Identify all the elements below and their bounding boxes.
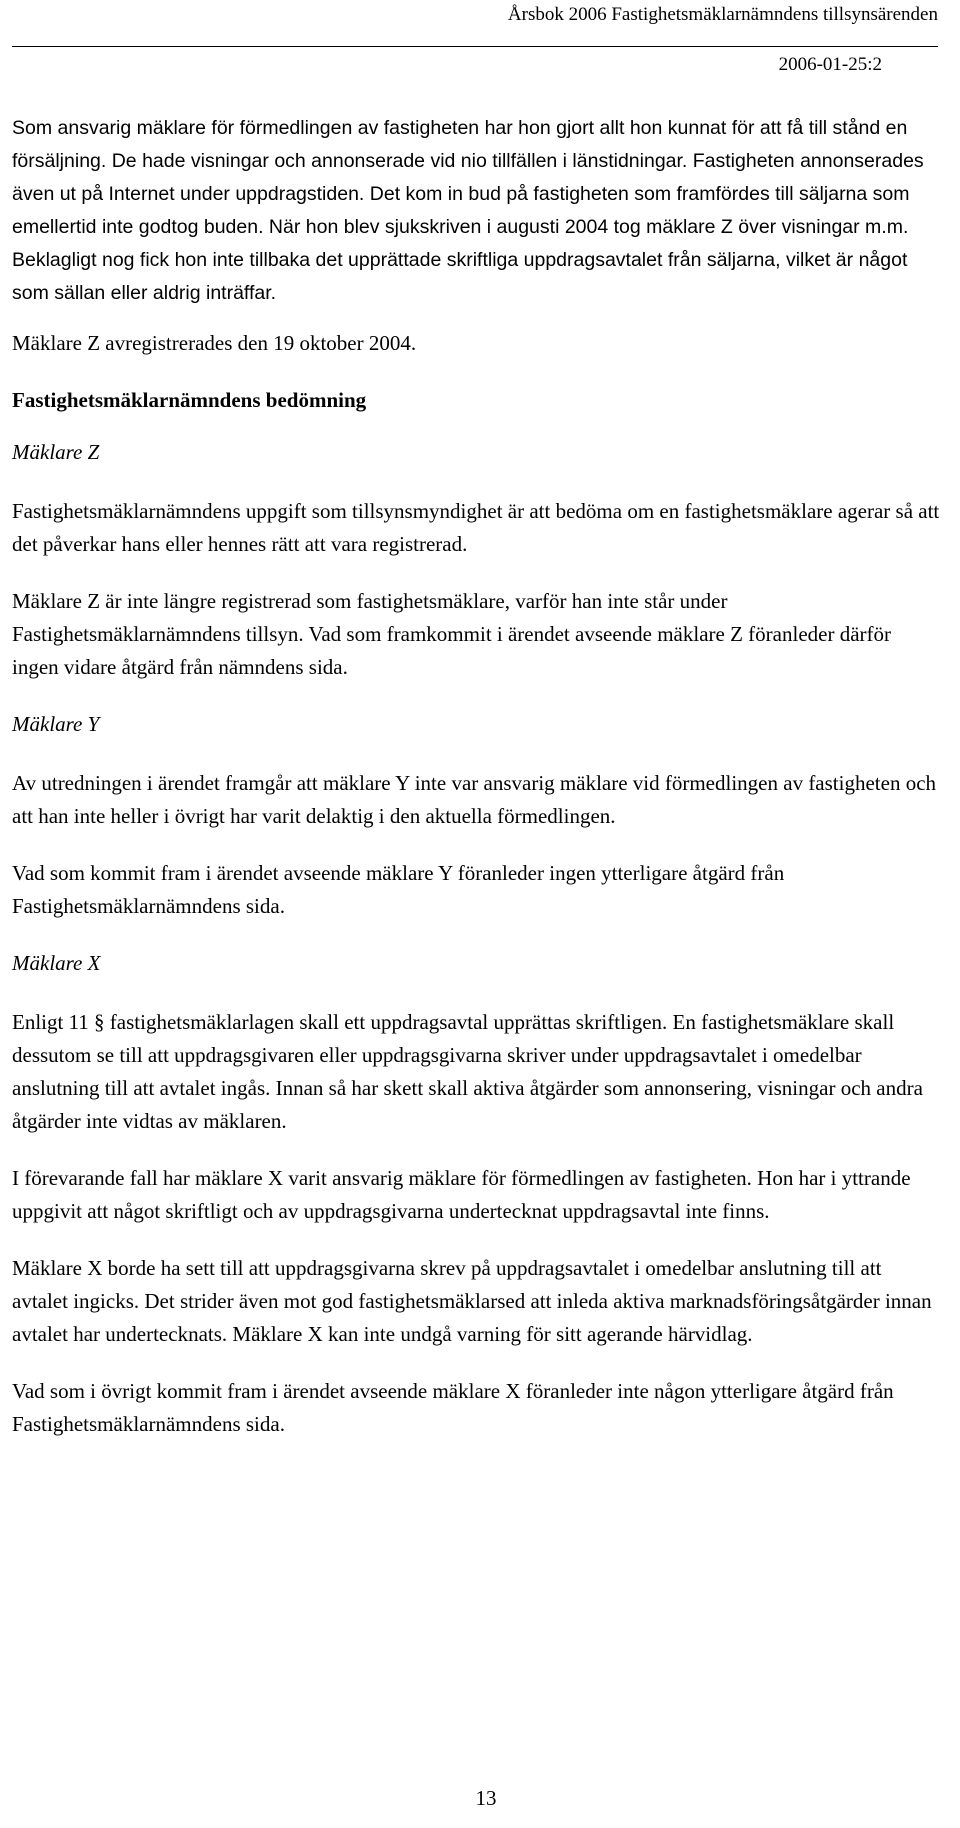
subheading-broker-x: Mäklare X <box>12 951 101 975</box>
broker-x-paragraph: I förevarande fall har mäklare X varit ansvarig mäklare för förmedlingen av fastigheten. Hon har i yttrande uppgivit att något skriftligt och av uppdragsgivarna undertecknat uppdragsavtal inte finns. <box>12 1166 911 1223</box>
broker-x-paragraph: Enligt 11 § fastighetsmäklarlagen skall ett uppdragsavtal upprättas skriftligen. En fastighetsmäklare skall dessutom se till att uppdragsgivaren eller uppdragsgivarna skriver under uppdragsavtalet i omedelbar anslutning till att avtalet ingås. Innan så har skett skall aktiva åtgärder som annonsering, visningar och andra åtgärder inte vidtas av mäklaren. <box>12 1010 923 1133</box>
broker-z-paragraph: Mäklare Z är inte längre registrerad som fastighetsmäklare, varför han inte står under Fastighetsmäklarnämndens tillsyn. Vad som framkommit i ärendet avseende mäklare Z föranleder därför ingen vidare åtgärd från nämndens sida. <box>12 589 892 679</box>
broker-y-paragraph: Av utredningen i ärendet framgår att mäklare Y inte var ansvarig mäklare vid förmedlingen av fastigheten och att han inte heller i övrigt har varit delaktig i den aktuella förmedlingen. <box>12 771 937 828</box>
broker-x-paragraph: Mäklare X borde ha sett till att uppdragsgivarna skrev på uppdragsavtalet i omedelbar anslutning till att avtalet ingicks. Det strider även mot god fastighetsmäklarsed att inleda aktiva marknadsföringsåtgärder innan avtalet har undertecknats. Mäklare X kan inte undgå varning för sitt agerande härvidlag. <box>12 1256 932 1346</box>
document-body <box>12 112 942 1465</box>
subheading-broker-z: Mäklare Z <box>12 440 100 464</box>
header-divider <box>12 46 938 47</box>
deregistration-note: Mäklare Z avregistrerades den 19 oktober 2004. <box>12 331 417 355</box>
broker-z-paragraph: Fastighetsmäklarnämndens uppgift som tillsynsmyndighet är att bedöma om en fastighetsmäklare agerar så att det påverkar hans eller hennes rätt att vara registrerad. <box>12 499 940 556</box>
broker-x-paragraph: Vad som i övrigt kommit fram i ärendet avseende mäklare X föranleder inte någon ytterligare åtgärd från Fastighetsmäklarnämndens sida. <box>12 1379 894 1436</box>
broker-y-paragraph: Vad som kommit fram i ärendet avseende mäklare Y föranleder ingen ytterligare åtgärd från Fastighetsmäklarnämndens sida. <box>12 861 785 918</box>
section-heading: Fastighetsmäklarnämndens bedömning <box>12 388 367 412</box>
page-number: 13 <box>475 1786 497 1810</box>
running-header: Årsbok 2006 Fastighetsmäklarnämndens tillsynsärenden <box>507 4 938 25</box>
page-number-container <box>0 1786 960 1811</box>
intro-paragraph: Som ansvarig mäklare för förmedlingen av fastigheten har hon gjort allt hon kunnat för att få till stånd en försäljning. De hade visningar och annonserade vid nio tillfällen i länstidningar. Fastigheten annonserades även ut på Internet under uppdragstiden. Det kom in bud på fastigheten som framfördes till säljarna som emellertid inte godtog buden. När hon blev sjukskriven i augusti 2004 tog mäklare Z över visningar m.m. Beklagligt nog fick hon inte tillbaka det upprättade skriftliga uppdragsavtalet från säljarna, vilket är något som sällan eller aldrig inträffar. <box>12 117 924 304</box>
case-number: 2006-01-25:2 <box>778 54 882 75</box>
subheading-broker-y: Mäklare Y <box>12 712 100 736</box>
